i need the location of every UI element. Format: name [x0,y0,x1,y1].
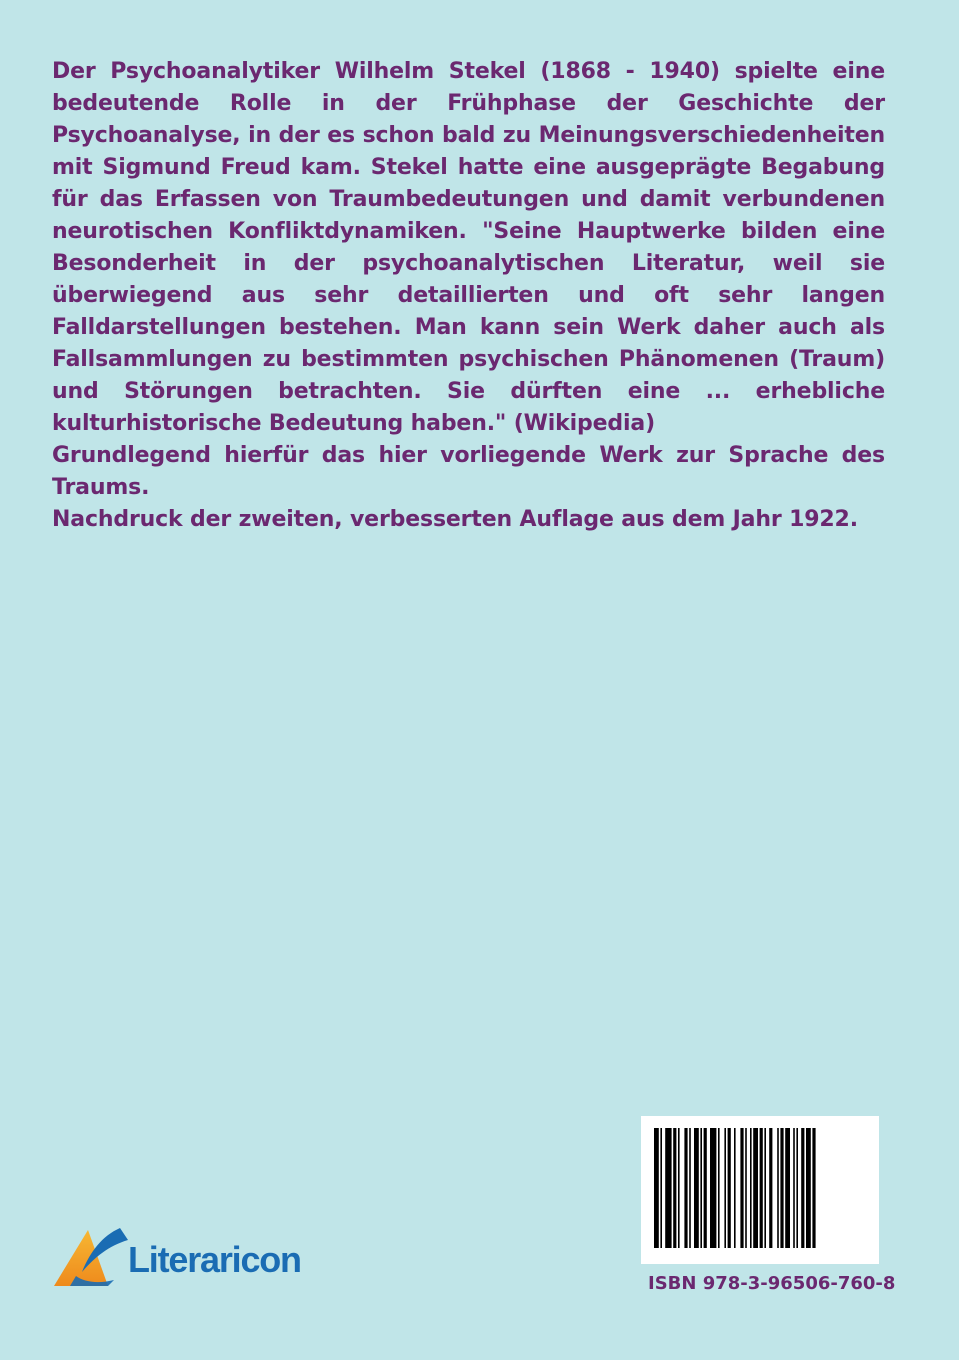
barcode-icon [641,1116,879,1264]
barcode [641,1116,879,1264]
isbn-label: ISBN 978-3-96506-760-8 [648,1273,896,1294]
book-description [52,56,885,536]
publisher-name: Literaricon [128,1239,301,1280]
description-paragraph-1: Der Psychoanalytiker Wilhelm Stekel (1868 - 1940) spielte eine bedeutende Rolle in der Frühphase der Geschichte der Psychoanalyse, in der es schon bald zu Meinungsverschiedenheiten mit Sigmund Freud kam. Stekel hatte eine ausgeprägte Begabung für das Erfassen von Traumbedeutungen und damit verbundenen neurotischen Konfliktdynamiken. "Seine Hauptwerke bilden eine Besonderheit in der psychoanalytischen Literatur, weil sie überwiegend aus sehr detaillierten und oft sehr langen Falldarstellungen bestehen. Man kann sein Werk daher auch als Fallsammlungen zu bestimmten psychischen Phänomenen (Traum) und Störungen betrachten. Sie dürften eine ... erhebliche kulturhistorische Bedeutung haben." (Wikipedia) [52,59,885,436]
description-paragraph-3: Nachdruck der zweiten, verbesserten Auflage aus dem Jahr 1922. [52,507,858,532]
publisher-logo [50,1222,310,1294]
description-paragraph-2: Grundlegend hierfür das hier vorliegende Werk zur Sprache des Traums. [52,443,885,500]
literaricon-logo-icon [50,1222,130,1294]
